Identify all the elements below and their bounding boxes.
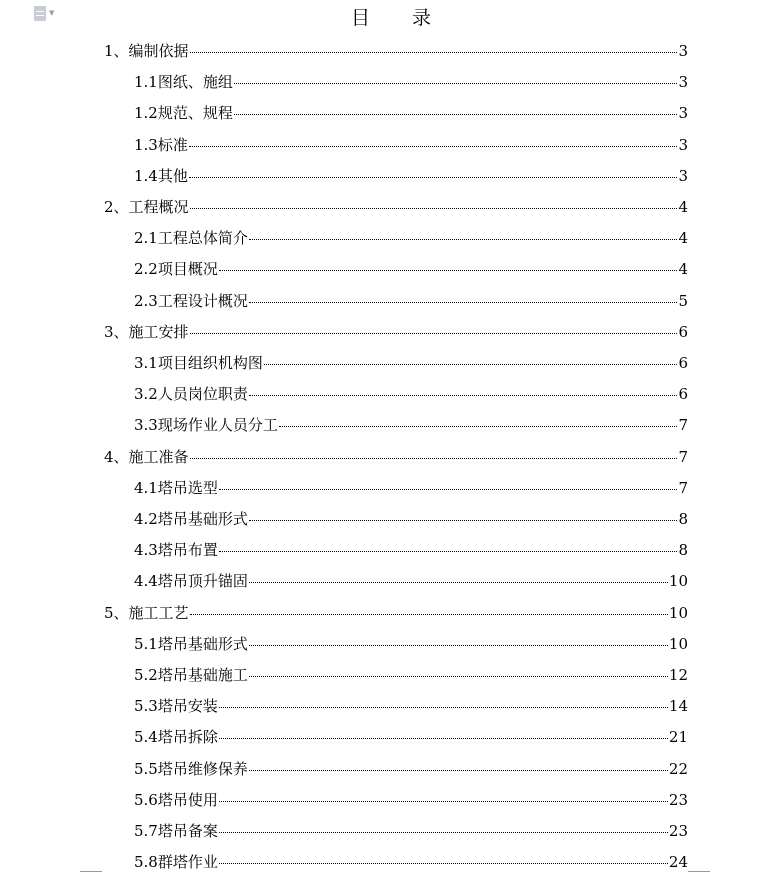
toc-entry[interactable] xyxy=(134,478,688,498)
toc-entry[interactable] xyxy=(134,727,688,747)
toc-entry-label: 3、施工安排 xyxy=(104,322,189,341)
toc-entry-label: 2.3工程设计概况 xyxy=(134,291,248,310)
toc-page-number: 23 xyxy=(668,790,688,809)
toc-entry-label: 5.6塔吊使用 xyxy=(134,790,218,809)
toc-entry-label: 1、编制依据 xyxy=(104,42,189,60)
toc-entry-label: 3.1项目组织机构图 xyxy=(134,354,263,372)
toc-page-number: 3 xyxy=(678,42,688,60)
toc-leader-dots xyxy=(249,302,677,303)
toc-page-number: 7 xyxy=(678,447,688,466)
toc-leader-dots xyxy=(249,395,677,396)
toc-entry-label: 1.1图纸、施组 xyxy=(134,73,233,92)
toc-entry-label: 1.2规范、规程 xyxy=(134,104,233,123)
toc-entry-label: 4.1塔吊选型 xyxy=(134,478,218,497)
toc-entry-label: 2.2项目概况 xyxy=(134,260,218,279)
toc-page-number: 10 xyxy=(668,572,688,591)
toc-page-number: 7 xyxy=(678,478,688,497)
toc-page-number: 7 xyxy=(678,416,688,435)
toc-entry-label: 4.2塔吊基础形式 xyxy=(134,510,248,528)
toc-entry[interactable] xyxy=(134,103,688,123)
toc-entry[interactable] xyxy=(134,228,688,248)
toc-page-number: 4 xyxy=(678,229,688,248)
toc-page-number: 10 xyxy=(668,603,688,622)
toc-page-number: 6 xyxy=(678,385,688,404)
toc-entry-label: 5、施工工艺 xyxy=(104,603,189,622)
toc-leader-dots xyxy=(219,489,677,490)
toc-leader-dots xyxy=(249,520,677,521)
toc-leader-dots xyxy=(264,364,677,365)
toc-leader-dots xyxy=(219,801,668,802)
toc-entry-label: 4.3塔吊布置 xyxy=(134,541,218,560)
toc-entry[interactable] xyxy=(104,322,688,342)
toc-page-number: 3 xyxy=(678,166,688,185)
toc-entry[interactable] xyxy=(134,759,688,779)
toc-page-number: 3 xyxy=(678,104,688,123)
toc-page-number: 4 xyxy=(678,260,688,279)
toc-entry[interactable] xyxy=(134,852,688,872)
toc-entry[interactable] xyxy=(104,447,688,467)
toc-page-number: 10 xyxy=(668,634,688,653)
toc-entry[interactable] xyxy=(104,197,688,217)
toc-entry[interactable] xyxy=(134,696,688,716)
toc-entry-label: 5.3塔吊安装 xyxy=(134,697,218,716)
toc-entry[interactable] xyxy=(134,790,688,810)
toc-leader-dots xyxy=(234,114,677,115)
toc-page-number: 6 xyxy=(678,354,688,372)
toc-leader-dots xyxy=(279,426,677,427)
toc-leader-dots xyxy=(190,208,677,209)
toc-leader-dots xyxy=(234,83,677,84)
toc-entry[interactable] xyxy=(134,166,688,186)
toc-entry[interactable] xyxy=(134,821,688,841)
toc-page-number: 12 xyxy=(668,666,688,684)
toc-entry-label: 3.2人员岗位职责 xyxy=(134,385,248,404)
toc-leader-dots xyxy=(189,146,677,147)
toc-leader-dots xyxy=(249,582,668,583)
toc-leader-dots xyxy=(219,738,668,739)
toc-entry[interactable] xyxy=(134,291,688,311)
toc-entry-label: 5.8群塔作业 xyxy=(134,853,218,872)
page-corner-mark-left xyxy=(80,871,102,872)
toc-page-number: 3 xyxy=(678,135,688,154)
toc-page-number: 14 xyxy=(668,697,688,716)
toc-entry[interactable] xyxy=(134,415,688,435)
toc-leader-dots xyxy=(190,333,677,334)
toc-entry-label: 1.4其他 xyxy=(134,166,188,185)
toc-leader-dots xyxy=(189,177,677,178)
toc-entry[interactable] xyxy=(104,603,688,623)
toc-leader-dots xyxy=(219,832,668,833)
toc-entry-label: 1.3标准 xyxy=(134,135,188,154)
toc-page-number: 24 xyxy=(668,853,688,872)
toc-leader-dots xyxy=(249,645,668,646)
toc-page-number: 6 xyxy=(678,322,688,341)
toc-entry-label: 3.3现场作业人员分工 xyxy=(134,416,278,435)
toc-leader-dots xyxy=(249,239,677,240)
toc-entry-label: 5.2塔吊基础施工 xyxy=(134,666,248,684)
toc-page-number: 4 xyxy=(678,198,688,216)
toc-entry-label: 5.5塔吊维修保养 xyxy=(134,759,248,778)
toc-leader-dots xyxy=(190,52,677,53)
chevron-down-icon: ▼ xyxy=(49,9,55,17)
toc-entry[interactable] xyxy=(134,353,688,373)
toc-page-number: 8 xyxy=(678,510,688,528)
toc-leader-dots xyxy=(219,551,677,552)
toc-leader-dots xyxy=(249,676,668,677)
page-corner-mark-right xyxy=(688,871,710,872)
toc-entry-label: 4.4塔吊顶升锚固 xyxy=(134,572,248,591)
toc-entry[interactable] xyxy=(134,540,688,560)
toc-entry[interactable] xyxy=(134,72,688,92)
toc-page-number: 3 xyxy=(678,73,688,92)
toc-entry[interactable] xyxy=(134,571,688,591)
toc-page-number: 5 xyxy=(678,291,688,310)
toc-page-number: 8 xyxy=(678,541,688,560)
toc-entry[interactable] xyxy=(104,41,688,61)
toc-leader-dots xyxy=(219,707,668,708)
toc-entry-label: 5.1塔吊基础形式 xyxy=(134,634,248,653)
toc-entry[interactable] xyxy=(134,665,688,685)
toc-entry-label: 2、工程概况 xyxy=(104,198,189,216)
toc-entry-label: 4、施工准备 xyxy=(104,447,189,466)
toc-entry-label: 5.4塔吊拆除 xyxy=(134,728,218,747)
toc-leader-dots xyxy=(190,614,668,615)
toc-page-number: 21 xyxy=(668,728,688,747)
toc-entry-label: 5.7塔吊备案 xyxy=(134,822,218,840)
toc-entry[interactable] xyxy=(134,384,688,404)
toc-leader-dots xyxy=(219,863,668,864)
toc-leader-dots xyxy=(219,270,677,271)
toc-entry[interactable] xyxy=(134,259,688,279)
page-title: 目 录 xyxy=(350,7,450,29)
toc-leader-dots xyxy=(249,770,668,771)
toc-entry[interactable] xyxy=(134,135,688,155)
toc-entry-label: 2.1工程总体简介 xyxy=(134,229,248,248)
toc-page-number: 23 xyxy=(668,822,688,840)
toc-page-number: 22 xyxy=(668,759,688,778)
toc-entry[interactable] xyxy=(134,634,688,654)
toc-entry[interactable] xyxy=(134,509,688,529)
toc-leader-dots xyxy=(190,458,677,459)
